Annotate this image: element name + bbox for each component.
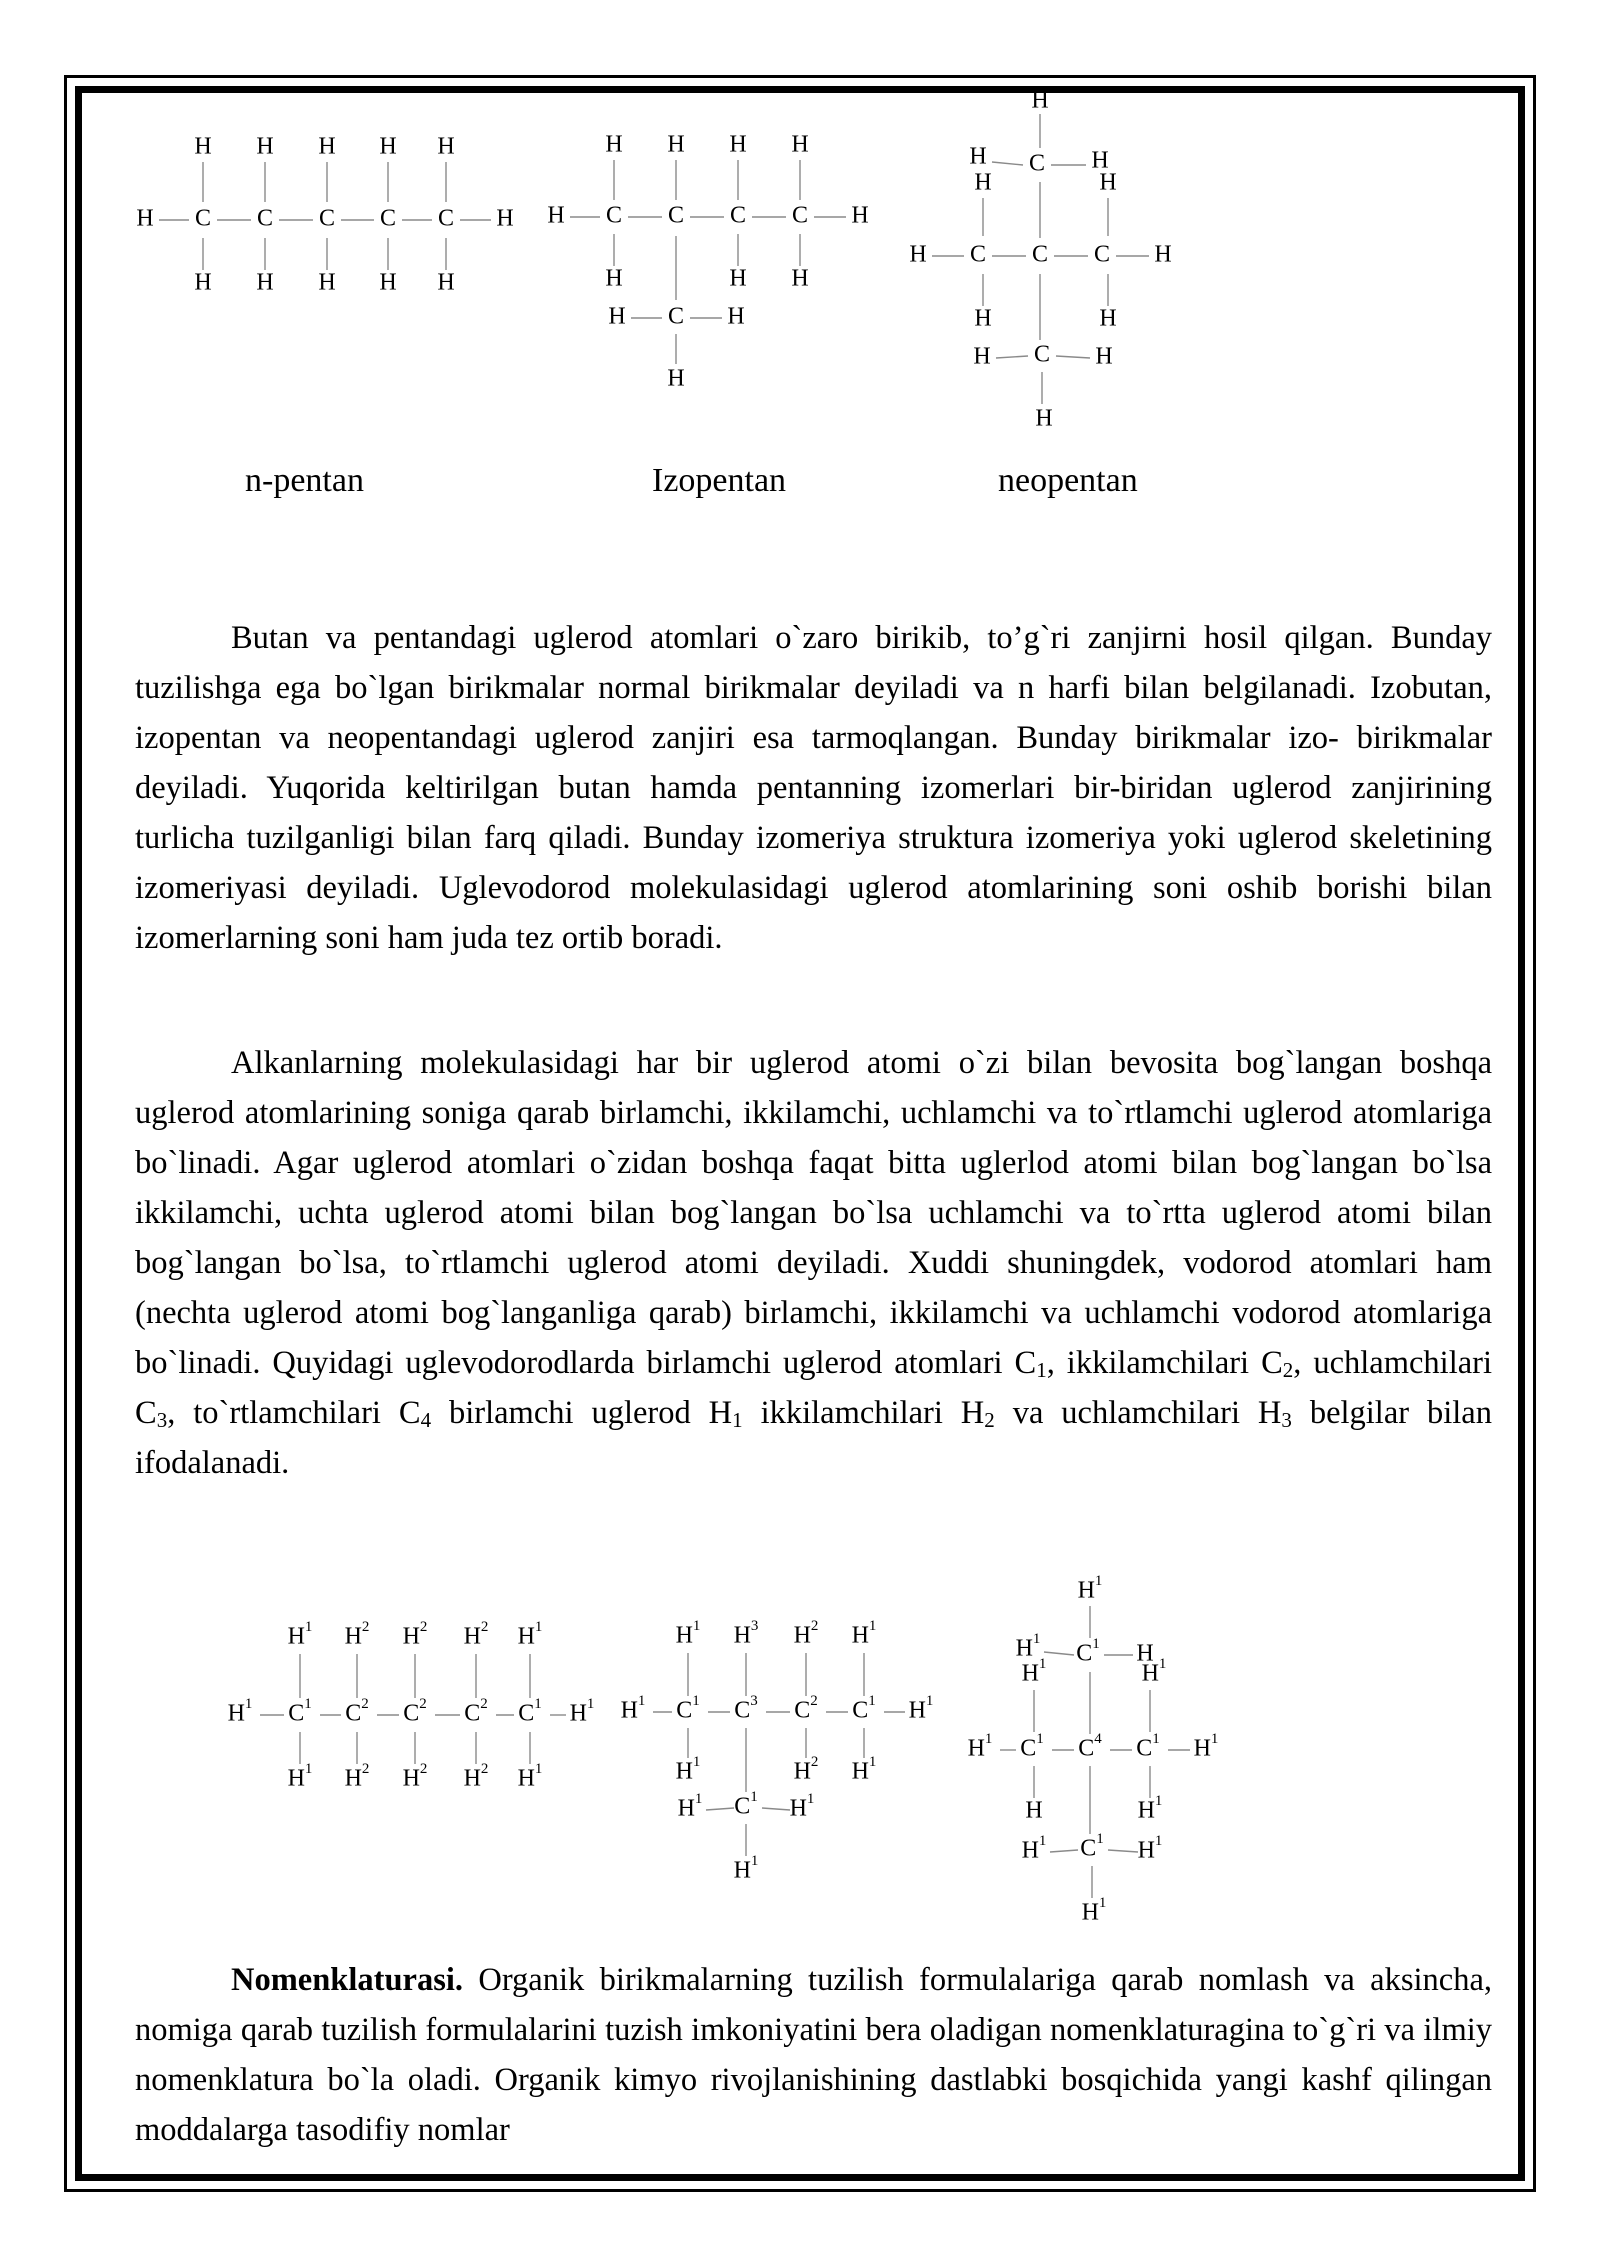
atom-h: H	[667, 131, 685, 158]
atom-h: H	[727, 303, 745, 330]
atom-h: H	[605, 265, 623, 292]
atom-h: H	[437, 133, 455, 160]
atom-h: H	[496, 205, 514, 232]
atom-c: C	[194, 205, 212, 232]
atom-c: C	[1031, 241, 1049, 268]
atom-h: $H^1$	[851, 1618, 877, 1649]
atom-h: H	[974, 305, 992, 332]
paragraph-carbon-classification: Alkanlarning molekulasidagi har bir uglerod atomi o`zi bilan bevosita bog`langan boshqa uglerod atomlarining soniga qarab birlamchi, ikkilamchi, uchlamchi va to`rtlamchi uglerod atomlariga bo`linadi. Agar uglerod atomlari o`zidan boshqa faqat bitta uglerlod atomi bilan bog`langan bo`lsa ikkilamchi, uchta uglerod atomi bilan bog`langan bo`lsa uchlamchi va to`rtta uglerod atomi bilan bog`langan bo`lsa, to`rtlamchi uglerod atomi deyiladi. Xuddi shuningdek, vodorod atomlari ham (nechta uglerod atomi bog`langanliga qarab) birlamchi, ikkilamchi va uchlamchi vodorod atomlariga bo`linadi. Quyidagi uglevodorodlarda birlamchi uglerod atomlari $C_1$, ikkilamchilari $C_2$, uchlamchilari $C_3$, to`rtlamchilari $C_4$ birlamchi uglerod $H_1$ ikkilamchilari $H_2$ va uchlamchilari $H_3$ belgilar bilan ifodalanadi.	[135, 1045, 1493, 1481]
atom-h: $H^1$	[908, 1693, 934, 1724]
atom-h: H	[1091, 147, 1109, 174]
atom-c: $C^1$	[1076, 1636, 1100, 1667]
atom-h: H	[605, 131, 623, 158]
atom-h: H	[791, 131, 809, 158]
atom-h: $H^1$	[287, 1761, 313, 1792]
atom-h: H	[318, 269, 336, 296]
atom-h: $H^2$	[402, 1619, 428, 1650]
atom-h: H	[1095, 343, 1113, 370]
atom-h: $H^1$	[1141, 1656, 1167, 1687]
isomer-name-neopentane: neopentan	[998, 462, 1138, 499]
isomer-name-n-pentane: n-pentan	[245, 462, 364, 499]
atom-h: H	[851, 202, 869, 229]
atom-h: $H^1$	[967, 1731, 993, 1762]
atom-h: $H^1$	[620, 1693, 646, 1724]
atom-c: C	[667, 303, 685, 330]
atom-h: H	[318, 133, 336, 160]
atom-h: $H^2$	[793, 1754, 819, 1785]
bond-line	[996, 356, 1028, 358]
atom-c: $C^3$	[734, 1693, 758, 1724]
structural-formulas-pentane-isomers	[0, 0, 1600, 440]
atom-h: $H^2$	[402, 1761, 428, 1792]
atom-h: H	[1031, 87, 1049, 114]
atom-c: $C^1$	[1080, 1831, 1104, 1862]
atom-c: C	[256, 205, 274, 232]
atom-h: H	[729, 265, 747, 292]
atom-h: $H^1$	[1021, 1656, 1047, 1687]
atom-h: H	[729, 131, 747, 158]
atom-h: H	[256, 133, 274, 160]
atom-h: $H^1$	[517, 1761, 543, 1792]
bond-line	[1056, 356, 1090, 358]
atom-h: H	[1099, 169, 1117, 196]
atom-h: H	[379, 269, 397, 296]
atom-h: H	[974, 169, 992, 196]
bond-line	[706, 1808, 734, 1810]
atom-h: H	[667, 365, 685, 392]
atom-c: C	[437, 205, 455, 232]
atom-h: H	[379, 133, 397, 160]
atom-h: $H^1$	[517, 1619, 543, 1650]
atom-c: $C^1$	[518, 1696, 542, 1727]
atom-h: H	[969, 143, 987, 170]
atom-c: C	[1028, 150, 1046, 177]
bond-line	[1050, 1850, 1078, 1852]
atom-h: H	[608, 303, 626, 330]
atom-h: $H^1$	[569, 1696, 595, 1727]
atom-h: $H^1$	[1193, 1731, 1219, 1762]
isomer-name-isopentane: Izopentan	[652, 462, 787, 499]
atom-h: H	[547, 202, 565, 229]
atom-c: C	[791, 202, 809, 229]
atom-h: $H^2$	[344, 1619, 370, 1650]
atom-c: $C^2$	[345, 1696, 369, 1727]
atom-h: H	[194, 269, 212, 296]
atom-h: $H^1$	[1015, 1631, 1041, 1662]
atom-c: $C^4$	[1078, 1731, 1102, 1762]
bond-line	[992, 162, 1023, 165]
paragraph-isomerism: Butan va pentandagi uglerod atomlari o`zaro birikib, to’g`ri zanjirni hosil qilgan. Bunday tuzilishga ega bo`lgan birikmalar normal birikmalar deyiladi va n harfi bilan belgilanadi. Izobutan, izopentan va neopentandagi uglerod zanjiri esa tarmoqlangan. Bunday birikmalar izo- birikmalar deyiladi. Yuqorida keltirilgan butan hamda pentanning izomerlari bir-biridan uglerod zanjirining turlicha tuzilganligi bilan farq qiladi. Bunday izomeriya struktura izomeriya yoki uglerod skeletining izomeriyasi deyiladi. Uglevodorod molekulasidagi uglerod atomlarining soni oshib borishi bilan izomerlarning soni ham juda tez ortib boradi.	[135, 620, 1492, 956]
atom-h: H	[256, 269, 274, 296]
atom-c: $C^1$	[288, 1696, 312, 1727]
atom-c: $C^1$	[734, 1789, 758, 1820]
atom-h: H	[194, 133, 212, 160]
atom-c: $C^1$	[1136, 1731, 1160, 1762]
bond-line	[762, 1808, 790, 1810]
atom-c: $C^2$	[794, 1693, 818, 1724]
atom-h: $H^1$	[1081, 1895, 1107, 1926]
atom-h: H	[1035, 405, 1053, 432]
atom-h: H	[1154, 241, 1172, 268]
atom-h: $H^1$	[1137, 1793, 1163, 1824]
atom-c: C	[1093, 241, 1111, 268]
atom-h: H	[973, 343, 991, 370]
atom-h: $H^1$	[227, 1696, 253, 1727]
atom-h: $H^2$	[793, 1618, 819, 1649]
atom-c: C	[318, 205, 336, 232]
atom-h: $H^1$	[1021, 1833, 1047, 1864]
atom-h: $H^1$	[675, 1618, 701, 1649]
atom-c: C	[379, 205, 397, 232]
atom-h: H	[437, 269, 455, 296]
atom-h: $H^2$	[344, 1761, 370, 1792]
atom-h: $H^2$	[463, 1761, 489, 1792]
atom-h: H	[1136, 1640, 1154, 1667]
atom-h: $H^1$	[287, 1619, 313, 1650]
atom-c: $C^2$	[403, 1696, 427, 1727]
atom-c: C	[729, 202, 747, 229]
atom-h: H	[791, 265, 809, 292]
atom-c: C	[969, 241, 987, 268]
atom-h: $H^2$	[463, 1619, 489, 1650]
nomenclature-heading: Nomenklaturasi.	[231, 1962, 464, 1998]
atom-c: C	[1033, 341, 1051, 368]
atom-c: $C^2$	[464, 1696, 488, 1727]
atom-h: $H^1$	[677, 1791, 703, 1822]
atom-h: $H^1$	[851, 1754, 877, 1785]
atom-c: C	[605, 202, 623, 229]
atom-c: C	[667, 202, 685, 229]
atom-h: $H^1$	[1077, 1573, 1103, 1604]
atom-h: H	[1025, 1797, 1043, 1824]
atom-h: H	[909, 241, 927, 268]
structural-formulas-atom-classification	[0, 1560, 1600, 1940]
atom-c: $C^1$	[1020, 1731, 1044, 1762]
atom-h: H	[1099, 305, 1117, 332]
atom-h: $H^3$	[733, 1618, 759, 1649]
atom-h: H	[136, 205, 154, 232]
atom-c: $C^1$	[852, 1693, 876, 1724]
atom-h: $H^1$	[789, 1791, 815, 1822]
atom-h: $H^1$	[675, 1754, 701, 1785]
bond-line	[1044, 1652, 1074, 1655]
atom-h: $H^1$	[1137, 1833, 1163, 1864]
atom-c: $C^1$	[676, 1693, 700, 1724]
bond-line	[1108, 1850, 1138, 1852]
atom-h: $H^1$	[733, 1853, 759, 1884]
paragraph-nomenclature: Nomenklaturasi. Organik birikmalarning tuzilish formulalariga qarab nomlash va aksincha, nomiga qarab tuzilish formulalarini tuzish imkoniyatini bera oladigan nomenklaturagina to`g`ri va ilmiy nomenklatura bo`la oladi. Organik kimyo rivojlanishining dastlabki bosqichida yangi kashf qilingan moddalarga tasodifiy nomlar	[135, 1962, 1492, 2148]
